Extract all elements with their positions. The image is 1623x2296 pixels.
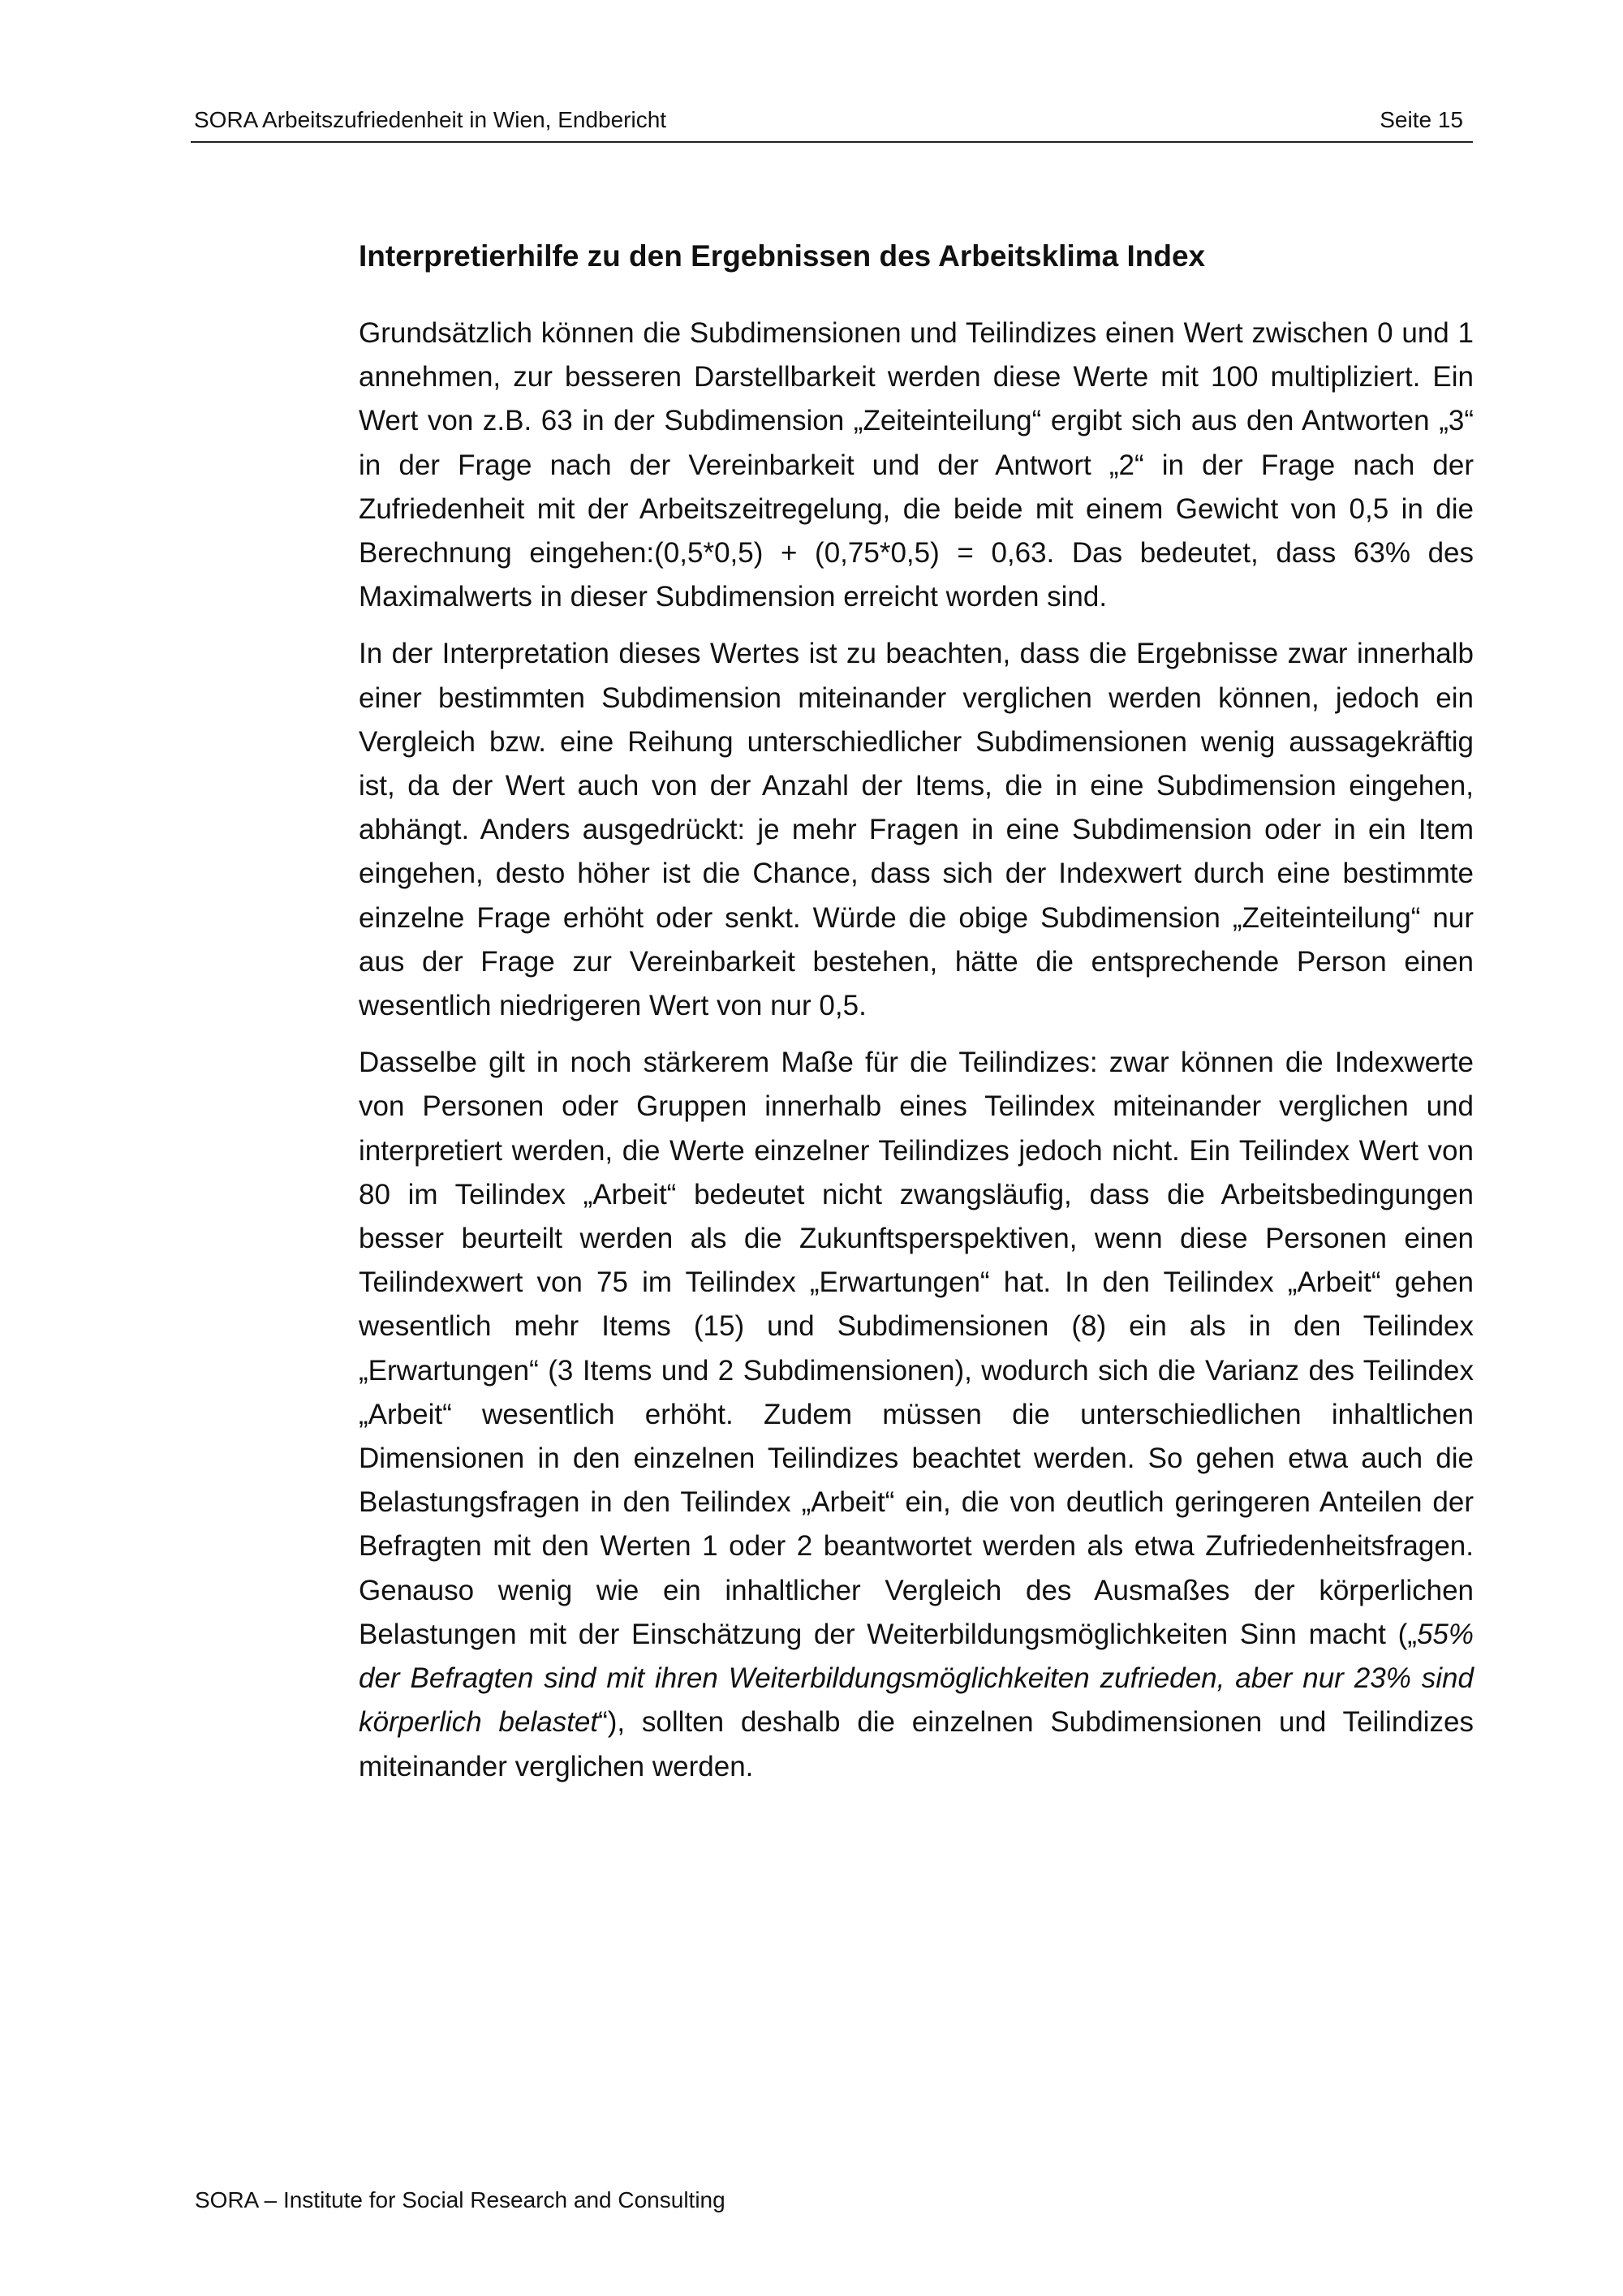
paragraph-2: In der Interpretation dieses Wertes ist zu beachten, dass die Ergebnisse zwar innerhalb einer bestimmten Subdimension miteinander verglichen werden können, jedoch ein Vergleich bzw. eine Reihung unterschiedlicher Subdimensionen wenig aussagekräftig ist, da der Wert auch von der Anzahl der Items, die in eine Subdimension eingehen, abhängt. Anders ausgedrückt: je mehr Fragen in eine Subdimension oder in ein Item eingehen, desto höher ist die Chance, dass sich der Indexwert durch eine bestimmte einzelne Frage erhöht oder senkt. Würde die obige Subdimension „Zeiteinteilung“ nur aus der Frage zur Vereinbarkeit bestehen, hätte die entsprechende Person einen wesentlich niedrigeren Wert von nur 0,5. bbox=[359, 638, 1474, 1022]
italic-quote: 55% der Befragten sind mit ihren Weiterbildungsmöglichkeiten zufrieden, aber nur 23% sind körperlich belastet bbox=[359, 1618, 1474, 1739]
paragraph-3 bbox=[359, 1041, 1474, 1788]
paragraph-1: Grundsätzlich können die Subdimensionen und Teilindizes einen Wert zwischen 0 und 1 annehmen, zur besseren Darstellbarkeit werden diese Werte mit 100 multipliziert. Ein Wert von z.B. 63 in der Subdimension „Zeiteinteilung“ ergibt sich aus den Antworten „3“ in der Frage nach der Vereinbarkeit und der Antwort „2“ in der Frage nach der Zufriedenheit mit der Arbeitszeitregelung, die beide mit einem Gewicht von 0,5 in die Berechnung eingehen:(0,5*0,5) + (0,75*0,5) = 0,63. Das bedeutet, dass 63% des Maximalwerts in dieser Subdimension erreicht worden sind. bbox=[359, 317, 1474, 613]
section-title: Interpretierhilfe zu den Ergebnissen des Arbeitsklima Index bbox=[359, 239, 1206, 273]
main-content bbox=[359, 235, 1474, 1802]
page-number: Seite 15 bbox=[1380, 107, 1463, 132]
paragraph-3-start: Dasselbe gilt in noch stärkerem Maße für die Teilindizes: zwar können die Indexwerte von Personen oder Gruppen innerhalb eines Teilindex miteinander verglichen und interpretiert werden, die Werte einzelner Teilindizes jedoch nicht. Ein Teilindex Wert von 80 im Teilindex „Arbeit“ bedeutet nicht zwangsläufig, dass die Arbeitsbedingungen besser beurteilt werden als die Zukunftsperspektiven, wenn diese Personen einen Teilindexwert von 75 im Teilindex „Erwartungen“ hat. In den Teilindex „Arbeit“ gehen wesentlich mehr Items (15) und Subdimensionen (8) ein als in den Teilindex „Erwartungen“ (3 Items und 2 Subdimensionen), wodurch sich die Varianz des Teilindex „Arbeit“ wesentlich erhöht. Zudem müssen die unterschiedlichen inhaltlichen Dimensionen in den einzelnen Teilindizes beachtet werden. So gehen etwa auch die Belastungsfragen in den Teilindex „Arbeit“ ein, die von deutlich geringeren Anteilen der Befragten mit den Werten 1 oder 2 beantwortet werden als etwa Zufriedenheitsfragen. Genauso wenig wie ein inhaltlicher Vergleich des Ausmaßes der körperlichen Belastungen mit der Einschätzung der Weiterbildungsmöglichkeiten Sinn macht („ bbox=[359, 1047, 1474, 1650]
paragraph-3-end: “), sollten deshalb die einzelnen Subdimensionen und Teilindizes miteinander verglichen werden. bbox=[359, 1706, 1474, 1782]
report-title: SORA Arbeitszufriedenheit in Wien, Endbericht bbox=[194, 107, 667, 132]
page-header bbox=[191, 104, 1473, 143]
page-footer: SORA – Institute for Social Research and Consulting bbox=[195, 2187, 725, 2212]
